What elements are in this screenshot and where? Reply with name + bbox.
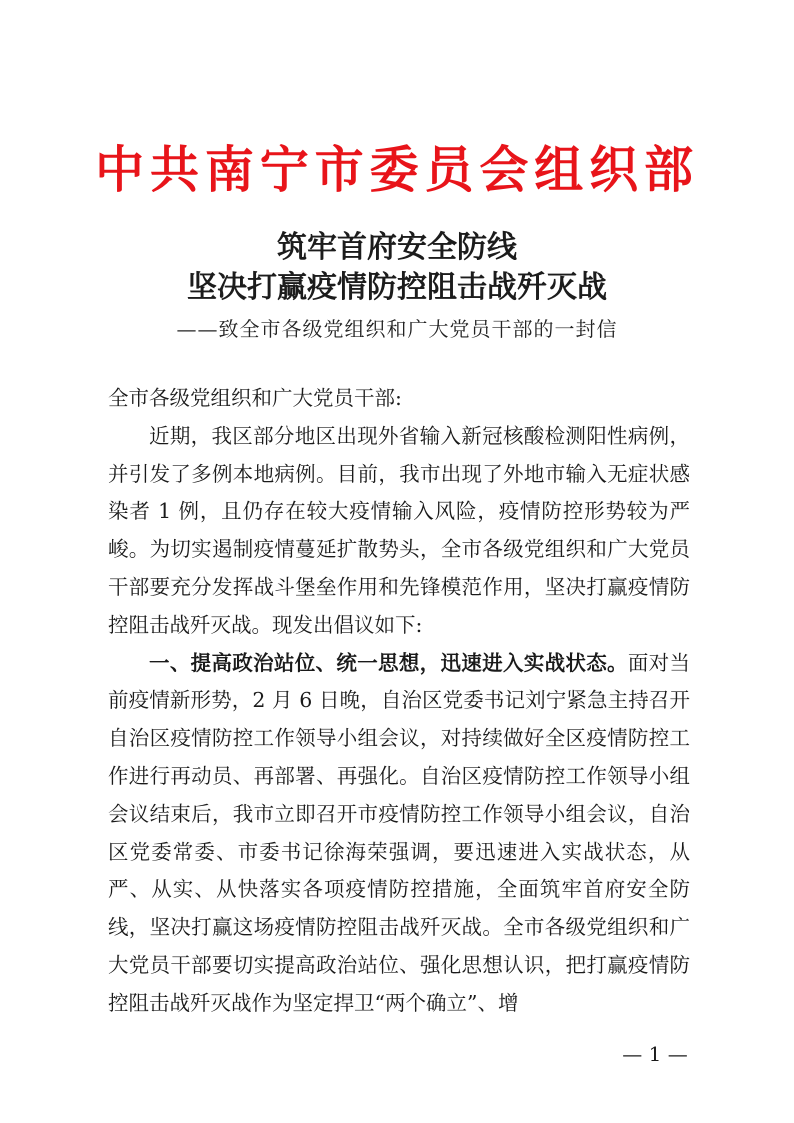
section-1-heading: 一、提高政治站位、统一思想，迅速进入实战状态。 (149, 650, 628, 675)
intro-paragraph: 近期，我区部分地区出现外省输入新冠核酸检测阳性病例，并引发了多例本地病例。目前，我市出现了外地市输入无症状感染者 1 例，且仍存在较大疫情输入风险，疫情防控形势较为严峻。为切实遏制疫情蔓延扩散势头，全市各级党组织和广大党员干部要充分发挥战斗堡垒作用和先锋模范作用，坚决打赢疫情防控阻击战歼灭战。现发出倡议如下: (108, 423, 690, 637)
page-number: — 1 — (622, 1042, 688, 1066)
salutation: 全市各级党组织和广大党员干部: (108, 386, 402, 410)
section-1-text: 面对当前疫情新形势，2 月 6 日晚，自治区党委书记刘宁紧急主持召开自治区疫情防控工作领导小组会议，对持续做好全区疫情防控工作进行再动员、再部署、再强化。自治区疫情防控工作领导小组会议结束后，我市立即召开市疫情防控工作领导小组会议，自治区党委常委、市委书记徐海荣强调，要迅速进入实战状态，从严、从实、从快落实各项疫情防控措施，全面筑牢首府安全防线，坚决打赢这场疫情防控阻击战歼灭战。全市各级党组织和广大党员干部要切实提高政治站位、强化思想认识，把打赢疫情防控阻击战歼灭战作为坚定捍卫“两个确立”、增 (108, 650, 690, 1015)
document-title-line-2: 坚决打赢疫情防控阻击战歼灭战 (187, 270, 607, 305)
issuer-masthead: 中共南宁市委员会组织部 (95, 141, 699, 199)
document-title-line-1: 筑牢首府安全防线 (277, 230, 517, 265)
letter-body (108, 380, 690, 1023)
section-1-paragraph (108, 645, 690, 1023)
document-subtitle: ——致全市各级党组织和广大党员干部的一封信 (176, 317, 618, 341)
